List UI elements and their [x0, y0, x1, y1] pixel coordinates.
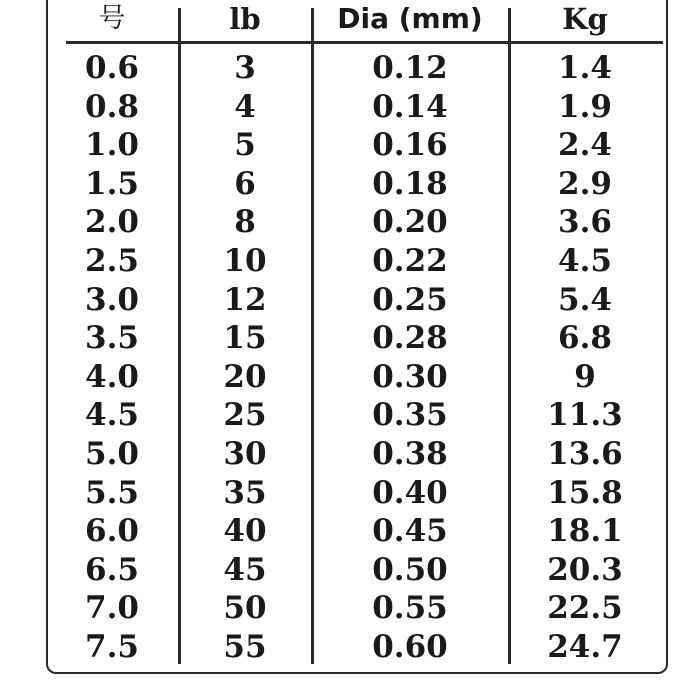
lb-cell: 45 — [223, 551, 267, 588]
header-ho: 号 — [98, 3, 126, 34]
kg-cell: 15.8 — [547, 474, 623, 511]
header-lb: lb — [229, 2, 261, 36]
dia-cell: 0.28 — [372, 320, 448, 357]
dia-cell: 0.45 — [372, 513, 448, 550]
lb-cell: 50 — [223, 590, 267, 627]
ho-cell: 0.6 — [85, 50, 139, 86]
dia-cell: 0.25 — [372, 281, 448, 318]
dia-cell: 0.14 — [372, 88, 448, 125]
dia-cell: 0.18 — [372, 165, 448, 202]
dia-cell: 0.20 — [372, 204, 448, 241]
table-row — [0, 281, 680, 320]
dia-cell: 0.22 — [372, 242, 448, 279]
kg-cell: 6.8 — [558, 320, 612, 357]
kg-cell: 11.3 — [547, 397, 623, 434]
kg-cell: 3.6 — [558, 204, 612, 241]
header-dia-mm: Dia (mm) — [337, 2, 483, 35]
table-row — [0, 396, 680, 435]
lb-cell: 25 — [223, 397, 267, 434]
lb-cell: 30 — [223, 435, 267, 472]
lb-cell: 4 — [234, 88, 256, 125]
dia-cell: 0.50 — [372, 551, 448, 588]
table-row — [0, 358, 680, 397]
table-row — [0, 628, 680, 667]
kg-cell: 2.9 — [558, 165, 612, 202]
kg-cell: 18.1 — [547, 513, 623, 550]
ho-cell: 3.5 — [85, 320, 139, 357]
dia-cell: 0.16 — [372, 127, 448, 164]
ho-cell: 5.0 — [85, 435, 139, 472]
kg-cell: 24.7 — [547, 628, 623, 665]
lb-cell: 10 — [223, 242, 267, 279]
dia-cell: 0.35 — [372, 397, 448, 434]
dia-cell: 0.12 — [372, 50, 448, 86]
kg-cell: 1.4 — [558, 50, 612, 86]
table-row — [0, 512, 680, 551]
dia-cell: 0.60 — [372, 628, 448, 665]
kg-cell: 9 — [574, 358, 596, 395]
table-row — [0, 165, 680, 204]
header-rule — [66, 41, 663, 44]
ho-cell: 7.0 — [85, 590, 139, 627]
ho-cell: 1.0 — [85, 127, 139, 164]
ho-cell: 5.5 — [85, 474, 139, 511]
table-row — [0, 551, 680, 590]
lb-cell: 3 — [234, 50, 256, 86]
dia-cell: 0.40 — [372, 474, 448, 511]
ho-cell: 2.0 — [85, 204, 139, 241]
table-row — [0, 242, 680, 281]
ho-cell: 3.0 — [85, 281, 139, 318]
dia-cell: 0.38 — [372, 435, 448, 472]
lb-cell: 12 — [223, 281, 267, 318]
lb-cell: 20 — [223, 358, 267, 395]
table-row — [0, 88, 680, 127]
lb-cell: 8 — [234, 204, 256, 241]
dia-cell: 0.30 — [372, 358, 448, 395]
table-row — [0, 589, 680, 628]
kg-cell: 20.3 — [547, 551, 623, 588]
header-kg: Kg — [562, 2, 608, 36]
lb-cell: 15 — [223, 320, 267, 357]
ho-cell: 4.0 — [85, 358, 139, 395]
lb-cell: 5 — [234, 127, 256, 164]
dia-cell: 0.55 — [372, 590, 448, 627]
ho-cell: 1.5 — [85, 165, 139, 202]
table-row — [0, 49, 680, 88]
ho-cell: 7.5 — [85, 628, 139, 665]
kg-cell: 2.4 — [558, 127, 612, 164]
table-row — [0, 126, 680, 165]
table-body — [0, 49, 680, 667]
kg-cell: 22.5 — [547, 590, 623, 627]
ho-cell: 2.5 — [85, 242, 139, 279]
kg-cell: 5.4 — [558, 281, 612, 318]
lb-cell: 35 — [223, 474, 267, 511]
ho-cell: 6.5 — [85, 551, 139, 588]
kg-cell: 1.9 — [558, 88, 612, 125]
kg-cell: 13.6 — [547, 435, 623, 472]
table-row — [0, 319, 680, 358]
table-row — [0, 474, 680, 513]
lb-cell: 55 — [223, 628, 267, 665]
kg-cell: 4.5 — [558, 242, 612, 279]
table-row — [0, 435, 680, 474]
lb-cell: 40 — [223, 513, 267, 550]
ho-cell: 6.0 — [85, 513, 139, 550]
lb-cell: 6 — [234, 165, 256, 202]
ho-cell: 4.5 — [85, 397, 139, 434]
table-row — [0, 203, 680, 242]
ho-cell: 0.8 — [85, 88, 139, 125]
